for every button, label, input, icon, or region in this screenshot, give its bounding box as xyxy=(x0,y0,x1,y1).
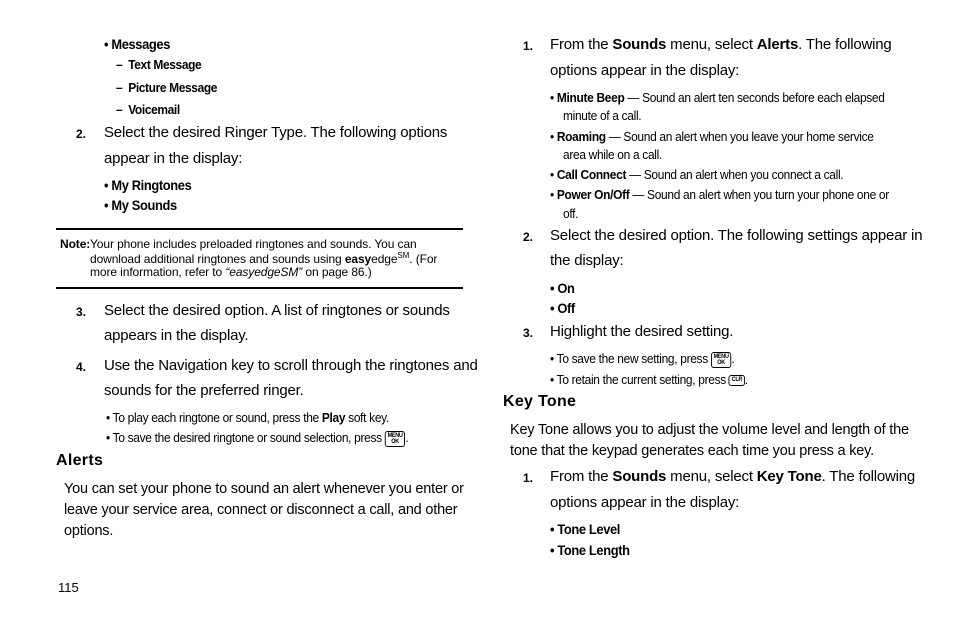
step-number: 3. xyxy=(76,305,87,319)
tip-text: soft key. xyxy=(345,410,389,425)
setting-on: • On xyxy=(550,280,575,296)
alert-item-minute-beep: • Minute Beep — Sound an alert ten seconds before each elapsed xyxy=(550,90,885,105)
note-text: . (For xyxy=(409,252,438,266)
kt-item-label: Tone Length xyxy=(557,542,630,558)
alerts-paragraph-line3: options. xyxy=(64,523,114,539)
kt-item-label: Tone Level xyxy=(557,521,621,537)
kt-item-tone-level: • Tone Level xyxy=(550,521,621,537)
setting-label: On xyxy=(557,280,575,296)
tip-text: To play each ringtone or sound, press the xyxy=(112,410,322,425)
key-tone-option-label: Key Tone xyxy=(756,468,822,485)
step-number: 1. xyxy=(523,471,534,485)
step4-text-line1: Use the Navigation key to scroll through the ringtones and xyxy=(104,357,478,374)
key-tone-paragraph-line2: tone that the keypad generates each time you press a key. xyxy=(510,443,874,459)
bullet-messages: • Messages xyxy=(104,36,170,52)
note-line3 xyxy=(90,265,372,279)
alert-item-desc: — Sound an alert ten seconds before each elapsed xyxy=(624,90,885,105)
bullet-my-ringtones: • My Ringtones xyxy=(104,177,192,193)
sub-item-picture-message: – Picture Message xyxy=(116,80,218,95)
note-line1: Your phone includes preloaded ringtones and sounds. You can xyxy=(90,237,417,251)
alerts-heading: Alerts xyxy=(56,452,104,469)
step3-text-line1: Select the desired option. A list of ringtones or sounds xyxy=(104,302,450,319)
alerts-step1-line2: options appear in the display: xyxy=(550,62,740,79)
setting-off: • Off xyxy=(550,300,575,316)
alert-item-name: Minute Beep xyxy=(556,90,625,105)
alerts-option-label: Alerts xyxy=(756,36,799,53)
tip-text: To save the desired ringtone or sound selection, press xyxy=(112,430,385,445)
step-number: 3. xyxy=(523,326,534,340)
note-label: Note: xyxy=(60,237,91,251)
key-tone-step1-line1 xyxy=(550,468,915,485)
sub-item-label: Picture Message xyxy=(128,80,218,95)
alert-item-power-on-off: • Power On/Off — Sound an alert when you turn your phone one or xyxy=(550,187,889,202)
alert-item-roaming: • Roaming — Sound an alert when you leave your home service xyxy=(550,129,874,144)
brand-sup: SM xyxy=(397,251,410,260)
step-number: 1. xyxy=(523,39,534,53)
messages-label: Messages xyxy=(111,36,170,52)
setting-label: Off xyxy=(557,300,575,316)
note-top-rule xyxy=(56,228,463,230)
note-text: on page 86.) xyxy=(302,265,372,279)
sub-item-voicemail: – Voicemail xyxy=(116,102,180,117)
play-softkey-label: Play xyxy=(321,410,346,425)
alert-item-desc-cont: area while on a call. xyxy=(563,147,662,162)
alert-item-name: Roaming xyxy=(556,129,606,144)
alert-item-desc: — Sound an alert when you turn your phone one or xyxy=(629,187,889,202)
tip-text: . xyxy=(731,351,735,366)
alerts-step3-text: Highlight the desired setting. xyxy=(550,323,734,340)
alert-item-name: Call Connect xyxy=(556,167,627,182)
step-text: From the xyxy=(550,468,613,485)
sounds-menu-label: Sounds xyxy=(612,468,667,485)
step2-text-line1: Select the desired Ringer Type. The following options xyxy=(104,124,448,141)
kt-item-tone-length: • Tone Length xyxy=(550,542,630,558)
step-text: menu, select xyxy=(666,36,757,53)
alert-item-desc: — Sound an alert when you connect a call. xyxy=(626,167,844,182)
sub-item-label: Text Message xyxy=(128,57,202,72)
step2-text-line2: appear in the display: xyxy=(104,150,243,167)
alerts-paragraph-line2: leave your service area, connect or disconnect a call, and other xyxy=(64,502,458,518)
step-text: menu, select xyxy=(666,468,757,485)
note-text: download additional ringtones and sounds using xyxy=(90,252,345,266)
step-number: 2. xyxy=(523,230,534,244)
tip-save-setting: • To save the new setting, press MENU OK . xyxy=(550,351,735,366)
key-tone-paragraph-line1: Key Tone allows you to adjust the volume level and length of the xyxy=(510,422,909,438)
tip-play: • To play each ringtone or sound, press the Play soft key. xyxy=(106,410,389,425)
step-text: From the xyxy=(550,36,613,53)
alert-item-desc: — Sound an alert when you leave your home service xyxy=(605,129,874,144)
menu-ok-key-icon: MENU OK xyxy=(385,431,405,447)
bullet-my-sounds: • My Sounds xyxy=(104,197,177,213)
tip-text: . xyxy=(405,430,409,445)
step-text: . The following xyxy=(821,468,916,485)
tip-text: To save the new setting, press xyxy=(556,351,711,366)
alerts-step1-line1 xyxy=(550,36,892,53)
step3-text-line2: appears in the display. xyxy=(104,327,249,344)
sounds-menu-label: Sounds xyxy=(612,36,667,53)
sub-item-label: Voicemail xyxy=(128,102,180,117)
brand-easy: easy xyxy=(344,252,372,266)
menu-ok-key-icon: MENU OK xyxy=(711,352,731,368)
step-number: 4. xyxy=(76,360,87,374)
key-tone-heading: Key Tone xyxy=(503,393,577,410)
tip-save: • To save the desired ringtone or sound selection, press MENU OK . xyxy=(106,430,409,445)
sub-item-text-message: – Text Message xyxy=(116,57,202,72)
ringer-type-label: My Ringtones xyxy=(111,177,192,193)
key-tone-step1-line2: options appear in the display: xyxy=(550,494,740,511)
page-number: 115 xyxy=(58,580,79,595)
alert-item-desc-cont: minute of a call. xyxy=(563,108,642,123)
cross-reference-link[interactable]: “easyedgeSM” xyxy=(225,265,303,279)
alerts-step2-line2: the display: xyxy=(550,252,624,269)
tip-retain-setting: • To retain the current setting, press CLR . xyxy=(550,372,748,387)
note-line2 xyxy=(90,249,437,266)
note-bottom-rule xyxy=(56,287,463,289)
clr-key-icon: CLR xyxy=(729,375,745,386)
step4-text-line2: sounds for the preferred ringer. xyxy=(104,382,304,399)
alerts-paragraph-line1: You can set your phone to sound an alert whenever you enter or xyxy=(64,481,464,497)
brand-edge: edge xyxy=(371,252,398,266)
alert-item-name: Power On/Off xyxy=(556,187,630,202)
alert-item-call-connect: • Call Connect — Sound an alert when you connect a call. xyxy=(550,167,844,182)
step-text: . The following xyxy=(798,36,892,53)
step-number: 2. xyxy=(76,127,87,141)
tip-text: . xyxy=(744,372,748,387)
tip-text: To retain the current setting, press xyxy=(556,372,729,387)
alerts-step2-line1: Select the desired option. The following settings appear in xyxy=(550,227,923,244)
note-text: more information, refer to xyxy=(90,265,226,279)
alert-item-desc-cont: off. xyxy=(563,206,579,221)
ringer-type-label: My Sounds xyxy=(111,197,177,213)
